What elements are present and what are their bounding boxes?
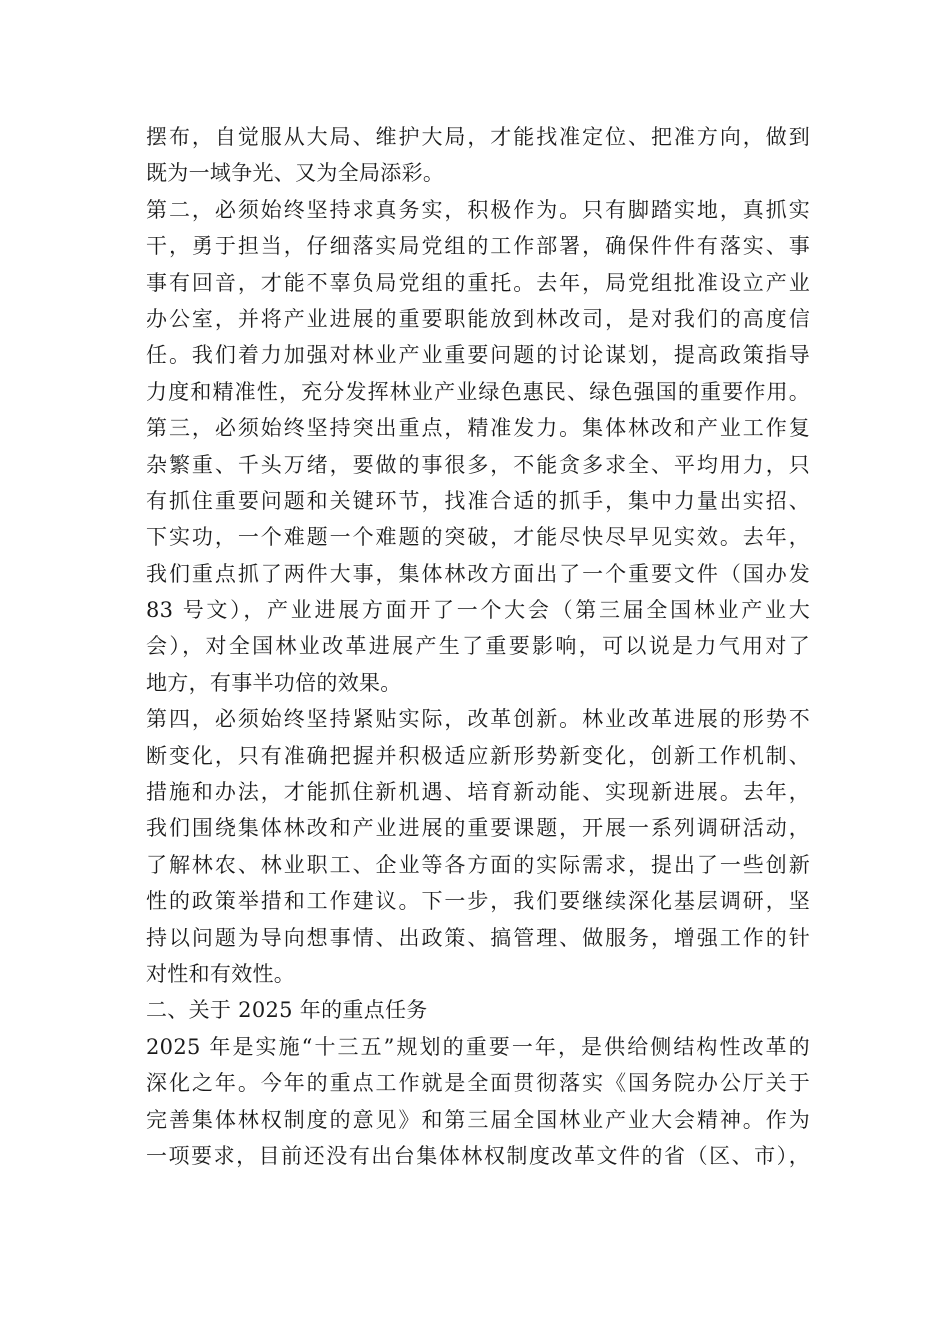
text-line: 会），对全国林业改革进展产生了重要影响，可以说是力气用对了 [146,634,810,659]
text-line: 摆布，自觉服从大局、维护大局，才能找准定位、把准方向，做到 [146,125,810,149]
text-line: 了解林农、林业职工、企业等各方面的实际需求，提出了一些创新 [146,852,810,877]
text-line: 杂繁重、千头万绪，要做的事很多，不能贪多求全、平均用力，只 [146,452,810,477]
text-line: 办公室，并将产业进展的重要职能放到林改司，是对我们的高度信 [146,306,810,331]
document-body [146,119,810,1174]
text-line: 83 号文），产业进展方面开了一个大会（第三届全国林业产业大 [146,598,810,623]
text-line: 一项要求，目前还没有出台集体林权制度改革文件的省（区、市）， [146,1143,810,1168]
text-line: 对性和有效性。 [146,961,296,986]
text-line: 2025 年是实施“十三五”规划的重要一年，是供给侧结构性改革的 [146,1034,810,1059]
text-line: 第四，必须始终坚持紧贴实际，改革创新。林业改革进展的形势不 [146,707,810,732]
text-line: 干，勇于担当，仔细落实局党组的工作部署，确保件件有落实、事 [146,234,810,259]
text-line: 完善集体林权制度的意见》和第三届全国林业产业大会精神。作为 [146,1107,810,1132]
text-line: 事有回音，才能不辜负局党组的重托。去年，局党组批准设立产业 [146,270,810,295]
text-line: 性的政策举措和工作建议。下一步，我们要继续深化基层调研，坚 [146,889,810,914]
text-line: 力度和精准性，充分发挥林业产业绿色惠民、绿色强国的重要作用。 [146,379,810,404]
text-line: 既为一域争光、又为全局添彩。 [146,161,445,186]
text-line: 持以问题为导向想事情、出政策、搞管理、做服务，增强工作的针 [146,925,810,950]
text-line: 措施和办法，才能抓住新机遇、培育新动能、实现新进展。去年， [146,780,810,805]
section-heading: 二、关于 2025 年的重点任务 [146,998,428,1023]
text-line: 有抓住重要问题和关键环节，找准合适的抓手，集中力量出实招、 [146,488,810,513]
text-line: 我们围绕集体林改和产业进展的重要课题，开展一系列调研活动， [146,816,810,841]
text-line: 断变化，只有准确把握并积极适应新形势新变化，创新工作机制、 [146,743,810,768]
text-line: 第二，必须始终坚持求真务实，积极作为。只有脚踏实地，真抓实 [146,197,810,222]
text-line: 地方，有事半功倍的效果。 [146,670,402,695]
text-line: 第三，必须始终坚持突出重点，精准发力。集体林改和产业工作复 [146,416,810,441]
text-line: 下实功，一个难题一个难题的突破，才能尽快尽早见实效。去年， [146,525,810,550]
text-line: 我们重点抓了两件大事，集体林改方面出了一个重要文件（国办发 [146,561,810,586]
text-line: 任。我们着力加强对林业产业重要问题的讨论谋划，提高政策指导 [146,343,810,368]
text-line: 深化之年。今年的重点工作就是全面贯彻落实《国务院办公厅关于 [146,1071,810,1096]
